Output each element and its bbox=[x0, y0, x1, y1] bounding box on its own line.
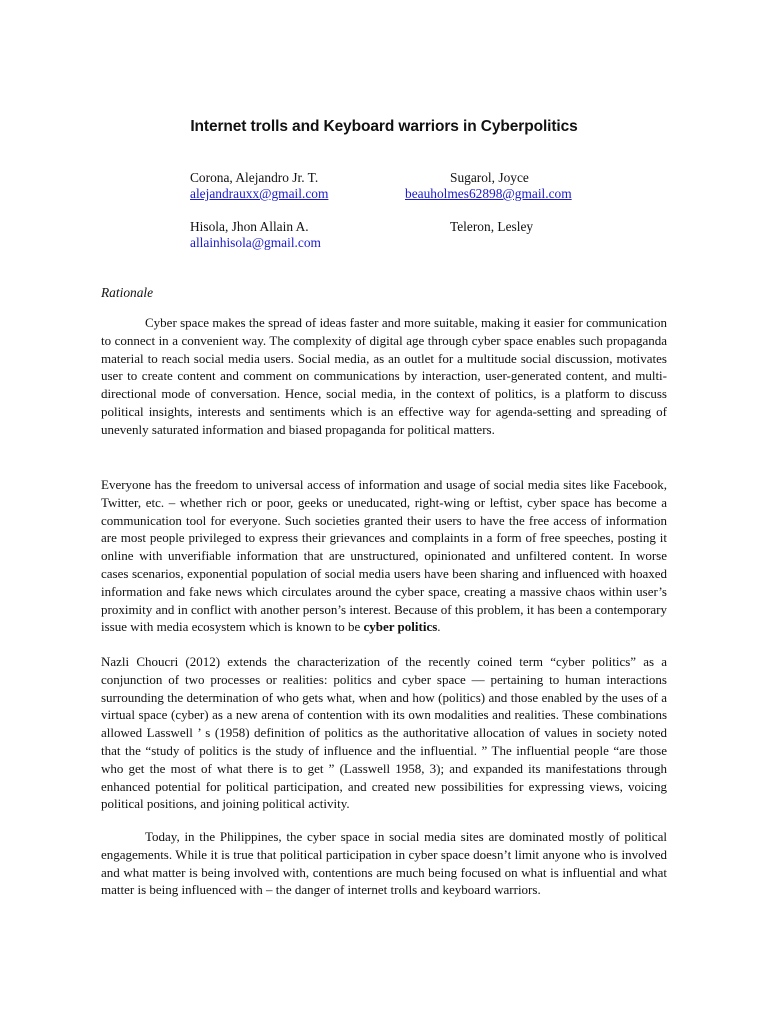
paragraph-2-bold-term: cyber politics bbox=[363, 619, 438, 635]
paragraph-2 bbox=[101, 476, 667, 636]
section-heading-rationale: Rationale bbox=[101, 285, 154, 300]
paper-title: Internet trolls and Keyboard warriors in Cyberpolitics bbox=[190, 118, 578, 135]
paragraph-2-tail: . bbox=[437, 619, 441, 635]
author-email-1[interactable]: alejandrauxx@gmail.com bbox=[190, 186, 329, 201]
paragraph-3 bbox=[101, 653, 667, 813]
paragraph-4 bbox=[101, 828, 667, 899]
paragraph-1-text: Cyber space makes the spread of ideas faster and more suitable, making it easier for communication to connect in a convenient way. The complexity of digital age through cyber space enables such propaganda material to reach social media users. Social media, as an outlet for a multitude social discussion, motivates user to create content and comment on communications by interaction, user-generated content, and multi-directional mode of conversation. Hence, social media, in the context of politics, is a platform to discuss political insights, interests and sentiments which is an effective way for agenda-setting and spreading of unevenly saturated information and biased propaganda for political matters. bbox=[101, 315, 667, 437]
author-email-3[interactable]: allainhisola@gmail.com bbox=[190, 235, 321, 250]
paragraph-2-text: Everyone has the freedom to universal access of information and usage of social media sites like Facebook, Twitter, etc. – whether rich or poor, geeks or uneducated, right-wing or leftist, cyber space has become a communication tool for everyone. Such societies granted their users to have the free access of information are most people privileged to express their grievances and complaints in a form of free speeches, posting it online with unverifiable information that are unstructured, opinionated and unfiltered content. In worse cases scenarios, exponential population of social media users have been sharing and influenced with hoaxed information and fake news which circulates around the cyber space, creating a massive chaos within user’s proximity and in conflict with another person’s interest. Because of this problem, it has been a contemporary issue with media ecosystem which is known to be bbox=[101, 477, 667, 635]
paragraph-1 bbox=[101, 314, 667, 439]
author-name-2: Sugarol, Joyce bbox=[450, 170, 529, 185]
paragraph-3-text: Nazli Choucri (2012) extends the characterization of the recently coined term “cyber politics” as a conjunction of two processes or realities: politics and cyber space — pertaining to human interactions surrounding the determination of who gets what, when and how (politics) and those enabled by the uses of a virtual space (cyber) as a new arena of contention with its own modalities and realities. These combinations allowed Lasswell ’ s (1958) definition of politics as the authoritative allocation of values in society noted that the “study of politics is the study of influence and the influential. ” The influential people “are those who get the most of what there is to get ” (Lasswell 1958, 3); and expanded its manifestations through enhanced potential for political participation, and created new possibilities for expressing views, voicing political positions, and joining political activity. bbox=[101, 654, 667, 812]
author-name-3: Hisola, Jhon Allain A. bbox=[190, 219, 309, 234]
author-name-4: Teleron, Lesley bbox=[450, 219, 534, 234]
paragraph-4-text: Today, in the Philippines, the cyber space in social media sites are dominated mostly of political engagements. While it is true that political participation in cyber space doesn’t limit anyone who is involved and what matter is being involved with, contentions are much being focused on what is influential and what matter is being influenced with – the danger of internet trolls and keyboard warriors. bbox=[101, 829, 667, 898]
author-email-2[interactable]: beauholmes62898@gmail.com bbox=[405, 186, 572, 201]
author-name-1: Corona, Alejandro Jr. T. bbox=[190, 170, 319, 185]
